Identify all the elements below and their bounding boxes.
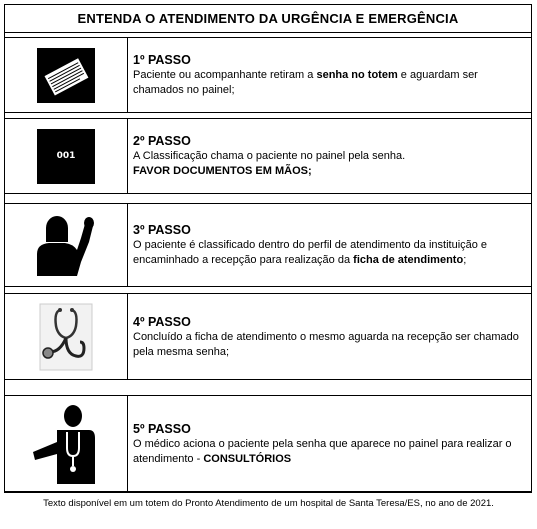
step-2-text [128, 119, 531, 193]
step-3-text-b: ; [463, 254, 467, 266]
step-3-description [133, 238, 526, 268]
step-1-text-bold: senha no totem [316, 69, 398, 81]
step-row-4 [5, 293, 531, 380]
stethoscope-icon [36, 302, 96, 372]
step-4-heading: 4º PASSO [133, 314, 191, 329]
page-title: ENTENDA O ATENDIMENTO DA URGÊNCIA E EMERGÊNCIA [5, 5, 531, 33]
ticket-icon [37, 48, 95, 103]
step-1-description [133, 68, 526, 98]
step-2-line-2: FAVOR DOCUMENTOS EM MÃOS; [133, 165, 312, 177]
ticket-number: 001 [56, 151, 76, 161]
ticket-number-icon [37, 129, 95, 184]
step-5-description [133, 437, 526, 467]
step-4-text [128, 294, 531, 379]
step-3-text-a: O paciente é classificado dentro do perfil de atendimento da instituição e encaminhado a recepção para realização da [133, 239, 488, 266]
step-row-5 [5, 395, 531, 492]
step-5-text [128, 396, 531, 491]
step-row-1 [5, 37, 531, 113]
doctor-icon [29, 404, 103, 484]
step-5-heading: 5º PASSO [133, 421, 191, 436]
step-3-text-bold: ficha de atendimento [353, 254, 464, 266]
step-3-text [128, 204, 531, 286]
step-1-icon-cell [5, 38, 128, 112]
step-5-text-bold: CONSULTÓRIOS [203, 452, 292, 465]
step-1-text-a: Paciente ou acompanhante retiram a [133, 69, 317, 81]
step-1-text-b: e aguardam ser chamados no painel; [133, 69, 478, 96]
step-5-text-a: O médico aciona o paciente pela senha que aparece no painel para realizar o atendimento - [133, 437, 512, 465]
step-1-heading: 1º PASSO [133, 53, 191, 67]
step-3-icon-cell [5, 204, 128, 286]
step-2-icon-cell [5, 119, 128, 193]
step-4-description: Concluído a ficha de atendimento o mesmo aguarda na recepção ser chamado pela mesma senha; [133, 330, 519, 358]
step-row-3 [5, 203, 531, 287]
step-3-heading: 3º PASSO [133, 223, 191, 237]
instructions-card [4, 4, 532, 493]
patient-icon [33, 214, 99, 276]
step-row-2 [5, 118, 531, 194]
step-2-line-1: A Classificação chama o paciente no painel pela senha. [133, 150, 406, 162]
step-1-text [128, 38, 531, 112]
step-5-icon-cell [5, 396, 128, 491]
step-2-heading: 2º PASSO [133, 134, 191, 148]
step-4-icon-cell [5, 294, 128, 379]
caption: Texto disponível em um totem do Pronto Atendimento de um hospital de Santa Teresa/ES, no ano de 2021. [43, 498, 494, 509]
